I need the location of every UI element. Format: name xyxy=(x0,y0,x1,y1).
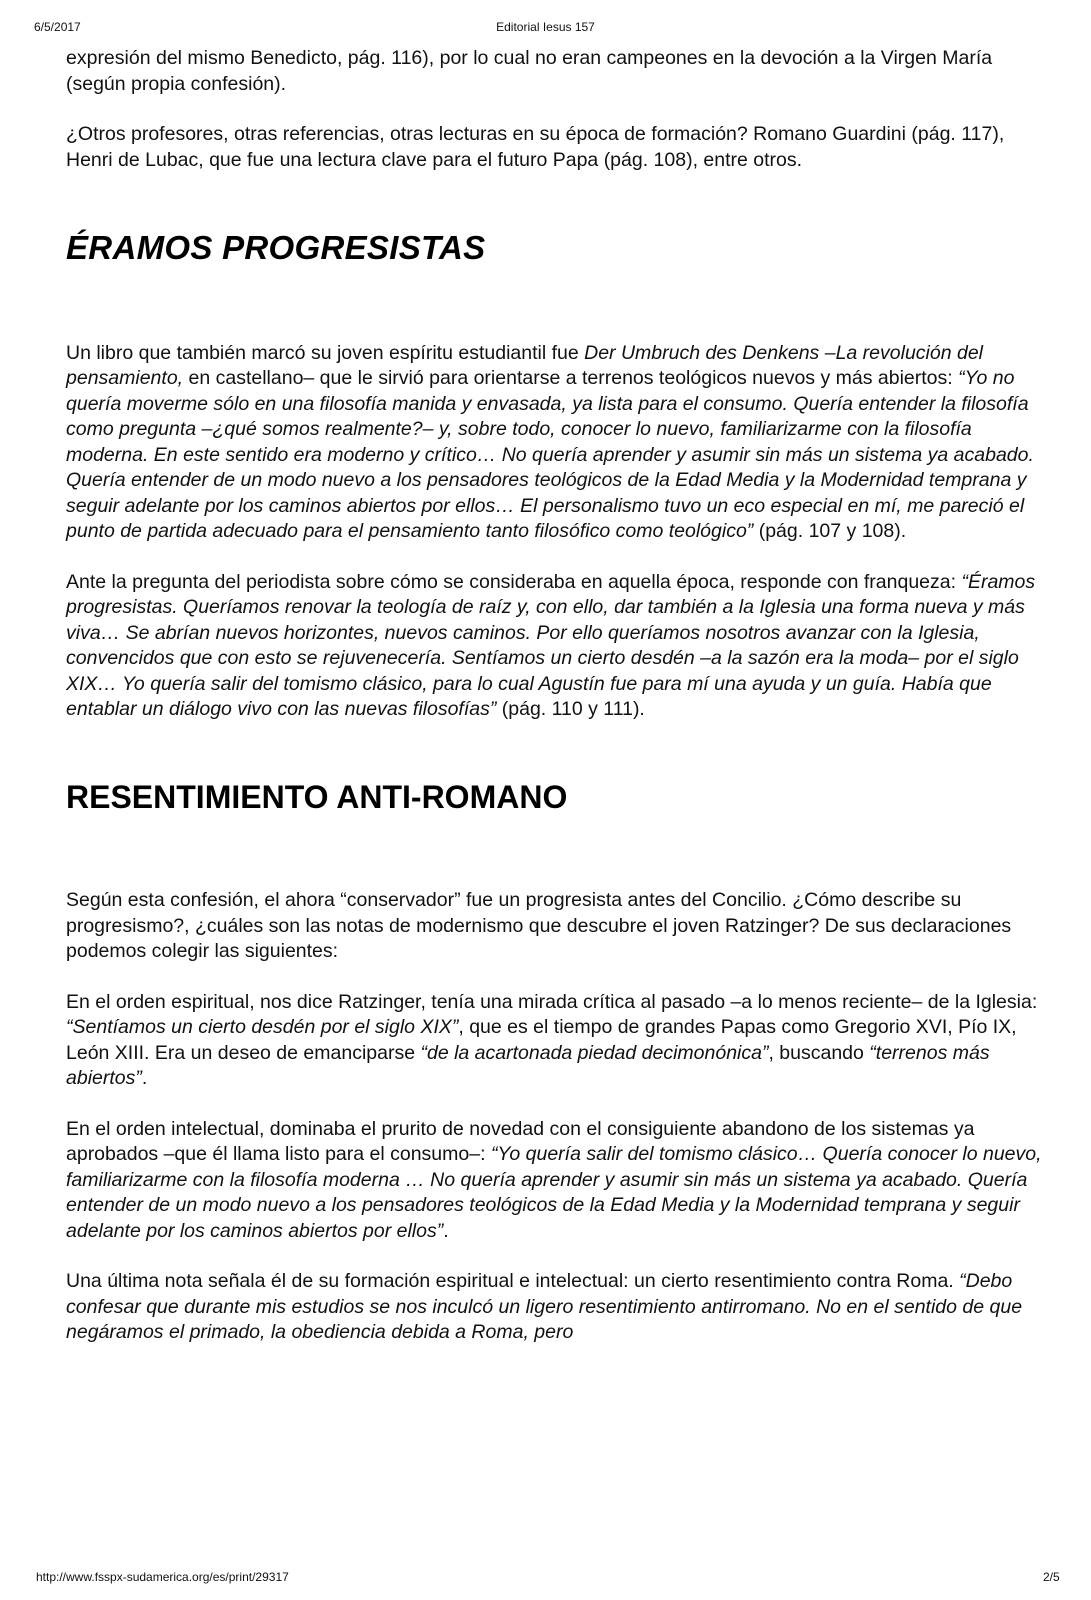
page-reference: (pág. 107 y 108). xyxy=(753,520,907,542)
book-title: Der Umbruch des Denkens –La revolución del pensamiento, xyxy=(66,341,983,389)
section2-paragraph-3 xyxy=(66,1117,1056,1245)
quotation: “Debo confesar que durante mis estudios se nos inculcó un ligero resentimiento antirromano. No en el sentido de que negáramos el primado, la obediencia debida a Roma, pero xyxy=(66,1270,1023,1343)
quotation: “Sentíamos un cierto desdén por el siglo XIX” xyxy=(66,1016,459,1038)
intro-paragraph-1: expresión del mismo Benedicto, pág. 116), por lo cual no eran campeones en la devoción a la Virgen María (según propia confesión). xyxy=(66,47,993,95)
text-run: , que es el tiempo de grandes Papas como Gregorio XVI, Pío IX, León XIII. Era un deseo de emanciparse xyxy=(66,1016,1017,1064)
quotation: “Yo no quería moverme sólo en una filosofía manida y envasada, ya lista para el consumo. Quería entender la filosofía como pregunta –¿qué somos realmente?– y, sobre todo, conocer lo nuevo, familiarizarme con la filosofía moderna. En este sentido era moderno y crítico… No quería aprender y asumir sin más un sistema ya acabado. Quería entender de un modo nuevo a los pensadores teológicos de la Edad Media y la Modernidad temprana y seguir adelante por los caminos abiertos por ellos… El personalismo tuvo un eco especial en mí, me pareció el punto de partida adecuado para el pensamiento tanto filosófico como teológico” xyxy=(66,367,1034,542)
text-run: Un libro que también marcó su joven espíritu estudiantil fue xyxy=(66,341,585,364)
section2-paragraph-4 xyxy=(66,1269,1056,1346)
section-heading-resentimiento-anti-romano: RESENTIMIENTO ANTI-ROMANO xyxy=(66,778,568,815)
text-run: Una última nota señala él de su formación espiritual e intelectual: un cierto resentimiento contra Roma. xyxy=(66,1270,960,1292)
section1-paragraph-1 xyxy=(66,341,1056,545)
article-body xyxy=(66,46,1056,1371)
text-run: . xyxy=(443,1219,449,1242)
quotation: “terrenos más abiertos” xyxy=(66,1041,990,1089)
quotation: “Éramos progresistas. Queríamos renovar la teología de raíz y, con ello, dar también a la Iglesia una forma nueva y más viva… Se abrían nuevos horizontes, nuevos caminos. Por ello queríamos nosotros avanzar con la Iglesia, convencidos que con esto se rejuvenecería. Sentíamos un cierto desdén –a la sazón era la moda– por el siglo XIX… Yo quería salir del tomismo clásico, para lo cual Agustín fue para mí una ayuda y un guía. Había que entablar un diálogo vivo con las nuevas filosofías” xyxy=(66,570,1036,720)
section-heading-eramos-progresistas: ÉRAMOS PROGRESISTAS xyxy=(66,229,486,266)
section1-paragraph-2 xyxy=(66,570,1056,723)
section2-paragraph-2 xyxy=(66,990,1056,1092)
text-run: en castellano– que le sirvió para orientarse a terrenos teológicos nuevos y más abiertos: xyxy=(183,367,959,389)
text-run: En el orden espiritual, nos dice Ratzinger, tenía una mirada crítica al pasado –a lo menos reciente– de la Iglesia: xyxy=(66,990,1038,1013)
text-run: Ante la pregunta del periodista sobre cómo se consideraba en aquella época, responde con franqueza: xyxy=(66,570,962,593)
footer-url: http://www.fsspx-sudamerica.org/es/print/29317 xyxy=(36,1570,289,1584)
text-run: En el orden intelectual, dominaba el prurito de novedad con el consiguiente abandono de los sistemas ya aprobados –que él llama listo para el consumo–: xyxy=(66,1117,975,1165)
quotation: “Yo quería salir del tomismo clásico… Quería conocer lo nuevo, familiarizarme con la filosofía moderna … No quería aprender y asumir sin más un sistema ya acabado. Quería entender de un modo nuevo a los pensadores teológicos de la Edad Media y la Modernidad temprana y seguir adelante por los caminos abiertos por ellos” xyxy=(66,1143,1042,1242)
header-title: Editorial Iesus 157 xyxy=(496,20,595,34)
intro-paragraph-2: ¿Otros profesores, otras referencias, otras lecturas en su época de formación? Romano Guardini (pág. 117), Henri de Lubac, que fue una lectura clave para el futuro Papa (pág. 108), entre otros. xyxy=(66,123,1005,171)
text-run: . xyxy=(141,1067,148,1089)
section2-paragraph-1: Según esta confesión, el ahora “conservador” fue un progresista antes del Concilio. ¿Cómo describe su progresismo?, ¿cuáles son las notas de modernismo que descubre el joven Ratzinger? De sus declaraciones podemos colegir las siguientes: xyxy=(66,889,1012,962)
page-reference: (pág. 110 y 111). xyxy=(496,698,645,720)
quotation: “de la acartonada piedad decimonónica” xyxy=(420,1041,769,1064)
header-date: 6/5/2017 xyxy=(34,20,81,34)
text-run: , buscando xyxy=(768,1041,870,1064)
footer-page-number: 2/5 xyxy=(1043,1570,1060,1584)
